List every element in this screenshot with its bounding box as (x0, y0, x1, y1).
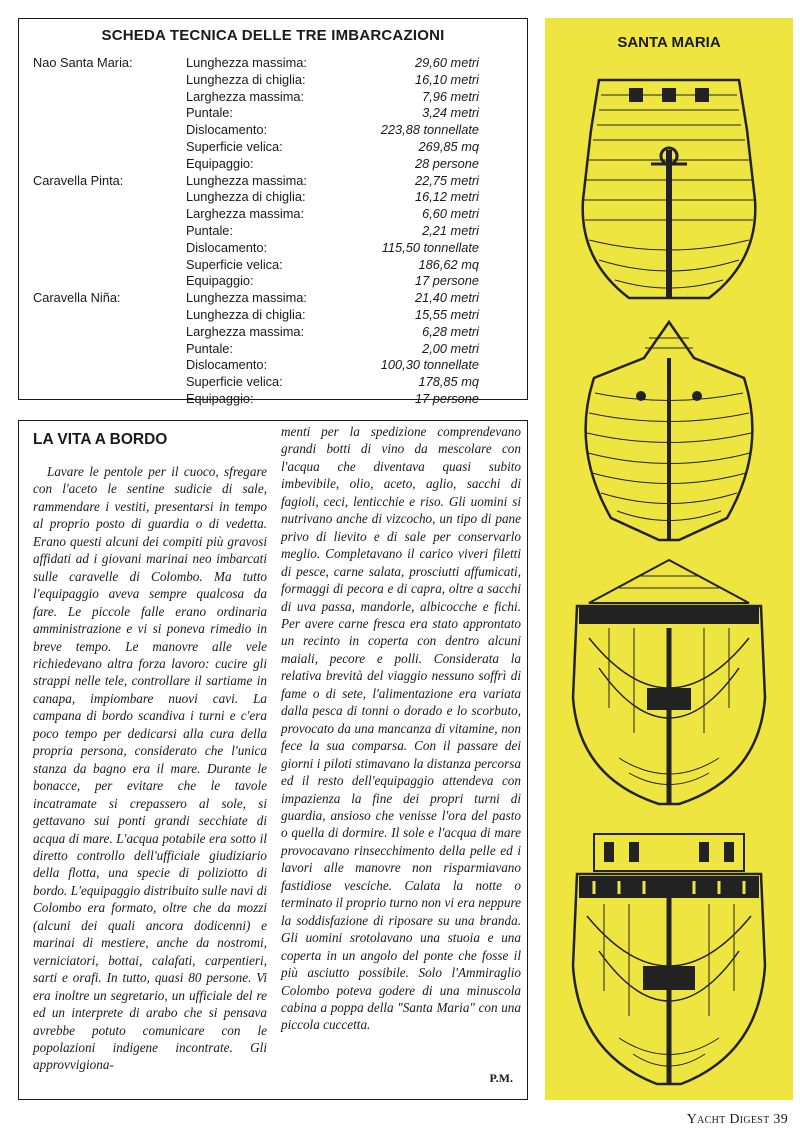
spec-value: 100,30 tonnellate (380, 357, 479, 373)
ship-name: Caravella Niña: (33, 290, 121, 306)
spec-label: Lunghezza di chiglia: (186, 189, 306, 205)
spec-value: 3,24 metri (422, 105, 479, 121)
spec-label: Lunghezza di chiglia: (186, 71, 306, 87)
deck-section-illustration (559, 826, 779, 1088)
spec-label: Lunghezza massima: (186, 172, 307, 188)
spec-value: 6,60 metri (422, 206, 479, 222)
spec-value: 17 persone (414, 273, 479, 289)
spec-value: 7,96 metri (422, 88, 479, 104)
author-signature: P.M. (489, 1071, 513, 1085)
spec-sheet (18, 18, 528, 406)
spec-value: 17 persone (414, 390, 479, 406)
page-number: 39 (773, 1112, 788, 1127)
spec-label: Puntale: (186, 340, 233, 356)
spec-value: 115,50 tonnellate (381, 239, 479, 255)
spec-value: 2,00 metri (422, 340, 479, 356)
spec-value: 29,60 metri (414, 55, 479, 70)
spec-label: Equipaggio: (186, 273, 254, 289)
spec-label: Lunghezza di chiglia: (186, 306, 306, 322)
spec-value: 15,55 metri (414, 306, 479, 322)
spec-label: Larghezza massima: (186, 88, 305, 104)
spec-value: 28 persone (414, 155, 479, 171)
spec-label: Dislocamento: (186, 357, 268, 373)
spec-label: Superficie velica: (186, 256, 283, 272)
spec-label: Lunghezza massima: (186, 290, 307, 306)
spec-value: 16,10 metri (414, 71, 479, 87)
spec-label: Larghezza massima: (186, 323, 305, 339)
illustration-plate (545, 18, 793, 1100)
article-column-right: menti per la spedizione comprendevano grandi botti di vino da mescolare con l'acqua che diventava quasi subito imbevibile, olio, aceto, aglio, sacchi di fagioli, ceci, lenticchie e riso. Gli uomini si nutrivano anche di vizcocho, un tipo di pane privo di lievito e di sale per conservarlo meglio. Completavano il carico viveri filetti di pesce, carne salata, prosciutti affumicati, formaggi di pecora e di capra, oltre a sacchi di uva passa, mandorle, albicocche e fichi. Per avere carne fresca era stato approntato un recinto in coperta con dentro alcuni maiali, pecore e polli. Considerata la relativa brevità del viaggio nessuno soffrì di fame o di sete, l'alimentazione era variata dalla pesca di tonni o dorado e lo scorbuto, provocato da una mancanza di vitamine, non fece la sua comparsa. Con il passare dei giorni i piloti stimavano la distanza percorsa ed il resto dell'equipaggio attendeva con impazienza la fine dei propri turni di guardia, ansioso che venisse l'ora del pasto o quella di dormire. Il sole e l'acqua di mare provocavano rinsecchimento della pelle ed i lavori alle manovre non risparmiavano fastidiose vesciche. Calata la notte o terminato il proprio turno non vi era neppure la soddisfazione di riposare su una branda. Gli uomini srotolavano una stuoia e una coperta in un angolo del ponte che fosse il più asciutto possibile. Solo l'Ammiraglio Colombo poteva godere di una minuscola cabina a poppa della "Santa Maria" con una piccola cuccetta. (281, 424, 521, 1033)
spec-label: Superficie velica: (186, 374, 283, 390)
spec-label: Equipaggio: (186, 390, 254, 406)
spec-label: Puntale: (186, 105, 233, 121)
ship-name: Caravella Pinta: (33, 172, 124, 188)
spec-value: 22,75 metri (414, 172, 479, 188)
spec-value: 269,85 mq (418, 138, 479, 154)
magazine-name: Yacht Digest (686, 1112, 770, 1127)
spec-label: Superficie velica: (186, 138, 283, 154)
spec-label: Dislocamento: (186, 122, 268, 138)
spec-value: 186,62 mq (418, 256, 479, 272)
spec-label: Equipaggio: (186, 155, 254, 171)
ship-name: Nao Santa Maria: (33, 55, 133, 70)
spec-value: 223,88 tonnellate (380, 122, 479, 138)
article-box (18, 420, 528, 1100)
stern-view-illustration (559, 60, 779, 308)
spec-value: 178,85 mq (418, 374, 479, 390)
spec-value: 2,21 metri (422, 222, 479, 238)
article-title: LA VITA A BORDO (33, 431, 168, 448)
spec-label: Larghezza massima: (186, 206, 305, 222)
spec-value: 21,40 metri (414, 290, 479, 306)
bow-view-illustration (559, 318, 779, 543)
spec-label: Lunghezza massima: (186, 55, 307, 70)
article-column-left: Lavare le pentole per il cuoco, sfregare con l'aceto le sentine sudicie di sale, rammendare i vestiti, presentarsi in tempo al proprio posto di guardia o di vedetta. Erano questi alcuni dei compiti più gravosi affidati ad i giovani marinai neo imbarcati sulle caravelle di Colombo. Ma tutto l'equipaggio aveva sempre qualcosa da fare. Le piccole falle erano ordinaria amministrazione e vi si poneva rimedio in breve tempo. Le manovre alle vele richiedevano altra forza lavoro: cucire gli strappi nelle tele, controllare il sartiame in canapa, impiombare nuovi cavi. La campana di bordo scandiva i turni e c'era poco tempo per dedicarsi alla cura della propria persona, considerato che l'unica stanza da bagno era il mare. Durante le bonacce, per evitare che le tavole incatramate si crepassero al sole, si gettavano sui ponti grandi secchiate di acqua di mare. L'acqua potabile era sotto il diretto controllo dell'ufficiale giudiziario della flotta, una specie di poliziotto di bordo. L'equipaggio distribuito sulle navi di Colombo era formato, oltre che da mozzi (alcuni dei quali ancora dodicenni) e marinai di mestiere, anche da nostromi, verniciatori, bottai, calafati, carpentieri, sarti e orafi. In tutto, quasi 80 persone. Vi era inoltre un segretario, un ufficiale del re ed un interprete di arabo che si pensava avrebbe potuto comunicare con le popolazioni indigene incontrate. Gli approvvigiona- (33, 464, 267, 1073)
spec-value: 16,12 metri (414, 189, 479, 205)
spec-label: Dislocamento: (186, 239, 268, 255)
plate-title: SANTA MARIA (617, 34, 721, 51)
spec-sheet-title: SCHEDA TECNICA DELLE TRE IMBARCAZIONI (101, 27, 445, 44)
stern-section-illustration (559, 558, 779, 808)
spec-label: Puntale: (186, 222, 233, 238)
page-footer (687, 1112, 788, 1128)
spec-value: 6,28 metri (422, 323, 479, 339)
